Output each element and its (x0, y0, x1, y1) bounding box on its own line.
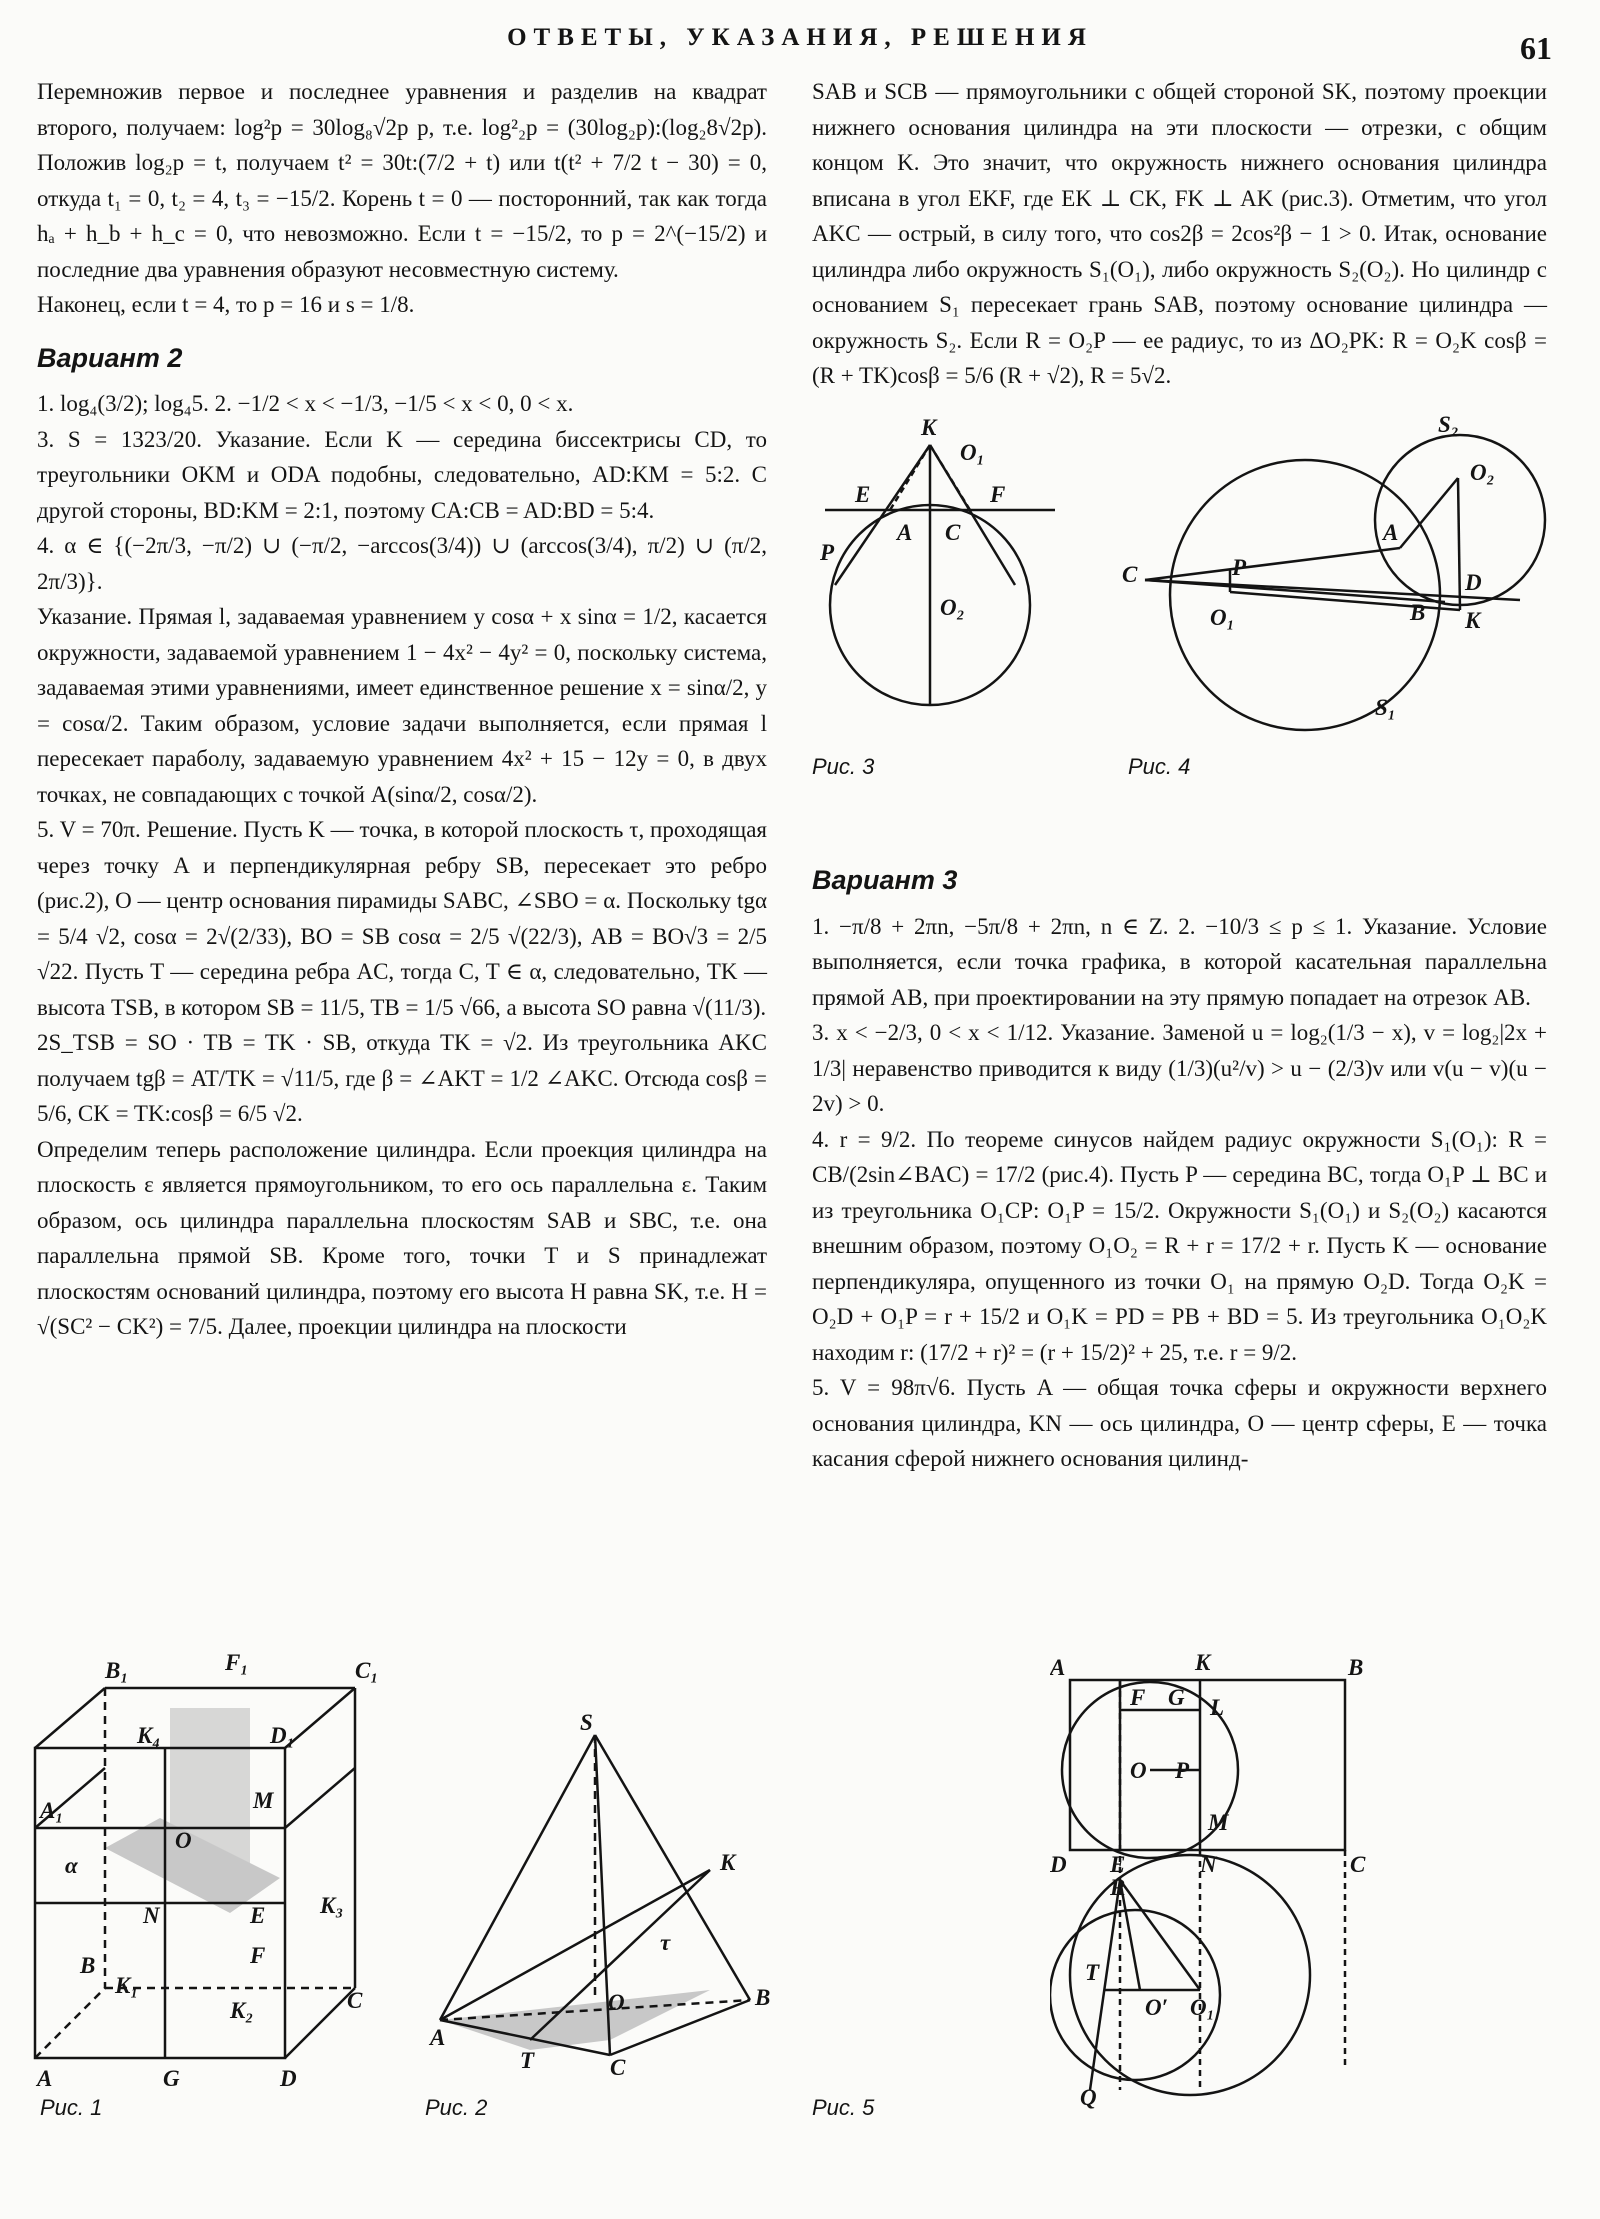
paragraph: SAB и SCB — прямоугольники с общей стороной SK, поэтому проекции нижнего основания цилиндра на эти плоскости — отрезки, с общим концом K. Это значит, что окружность нижнего основания цилиндра вписана в угол EKF, где EK ⊥ CK, FK ⊥ AK (рис.3). Отметим, что угол AKC — острый, в силу того, что cos2β = 2cos²β − 1 > 0. Итак, основание цилиндра либо окружность S₁(O₁), либо окружность S₂(O₂). Но цилиндр с основанием S₁ пересекает грань SAB, поэтому основание цилиндра — окружность S₂. Если R = O₂P — ее радиус, то из ΔO₂PK: R = O₂K cosβ = (R + TK)cosβ = 5/6 (R + √2), R = 5√2. (812, 79, 1547, 388)
paragraph: Наконец, если t = 4, то p = 16 и s = 1/8. (37, 292, 415, 317)
label-R: R (1110, 1875, 1126, 1900)
figure-5 (1050, 1650, 1380, 2110)
label-O1: O₁ (1210, 605, 1235, 630)
label-E: E (1110, 1852, 1126, 1877)
label-P: P (820, 540, 835, 565)
right-column-top (812, 74, 1547, 394)
answer-item: Определим теперь расположение цилиндра. Если проекция цилиндра на плоскость ε является прямоугольником, то его ось параллельна ε. Таким образом, ось цилиндра параллельна плоскостям SAB и SBC, т.е. она параллельна прямой SB. Кроме того, точки T и S принадлежат плоскостям оснований цилиндра, поэтому его высота H равна SK, т.е. H = √(SC² − CK²) = 7/5. Далее, проекции цилиндра на плоскости (37, 1136, 767, 1339)
page-header: ОТВЕТЫ, УКАЗАНИЯ, РЕШЕНИЯ (507, 24, 1093, 51)
answer-item: 1. log₄(3/2); log₄5. 2. −1/2 < x < −1/3, −1/5 < x < 0, 0 < x. (37, 391, 574, 416)
label-P: P (1175, 1758, 1190, 1783)
label-O-prime: O′ (1145, 1995, 1169, 2020)
label-A: A (1050, 1655, 1066, 1680)
label-C: C (347, 1988, 363, 2013)
label-B: B (1410, 600, 1426, 625)
label-S2: S₂ (1438, 412, 1459, 437)
label-K: K (921, 415, 937, 440)
answer-item: 1. −π/8 + 2πn, −5π/8 + 2πn, n ∈ Z. 2. −10/3 ≤ p ≤ 1. Указание. Условие выполняется, если точка графика, в которой касательная параллельна прямой AB, при проектировании на эту прямую попадает на отрезок AB. (812, 913, 1547, 1010)
figure-4-caption: Рис. 4 (1128, 754, 1191, 779)
label-S1: S₁ (1375, 695, 1396, 720)
figure-2-caption: Рис. 2 (425, 2095, 488, 2120)
label-B: B (1348, 1655, 1364, 1680)
label-K1: K₁ (115, 1973, 139, 1998)
label-D1: D₁ (270, 1723, 295, 1748)
label-A: A (37, 2066, 53, 2088)
label-M: M (253, 1788, 274, 1813)
label-B1: B₁ (105, 1658, 129, 1683)
answer-item: 3. x < −2/3, 0 < x < 1/12. Указание. Заменой u = log₂(1/3 − x), v = log₂|2x + 1/3| неравенство приводится к виду (1/3)(u²/v) > u − (2/3)v или v(u − v)(u − 2v) > 0. (812, 1020, 1547, 1116)
label-B: B (755, 1985, 771, 2010)
answer-item: 5. V = 70π. Решение. Пусть K — точка, в которой плоскость τ, проходящая через точку A и перпендикулярная ребру SB, пересекает это ребро (рис.2), O — центр основания пирамиды SABC, ∠SBO = α. Поскольку tgα = 5/4 √2, cosα = 2√(2/33), BO = SB cosα = 2/5 √(22/3), AB = BO√3 = 2/5 √22. Пусть T — середина ребра AC, тогда C, T ∈ α, следовательно, TK — высота TSB, в котором SB = 11/5, TB = 1/5 √66, а высота SO равна √(11/3). (37, 817, 767, 1020)
label-O1: O₁ (1190, 1995, 1215, 2020)
label-O2: O₂ (1470, 460, 1495, 485)
label-A: A (430, 2025, 446, 2050)
figure-1-caption: Рис. 1 (40, 2095, 103, 2120)
label-L: L (1210, 1695, 1225, 1720)
label-C1: C₁ (355, 1658, 379, 1683)
label-tau: τ (660, 1930, 671, 1955)
label-E: E (855, 482, 871, 507)
label-K4: K₄ (137, 1723, 161, 1748)
figure-3 (815, 410, 1115, 750)
label-G: G (163, 2066, 180, 2088)
label-A: A (897, 520, 913, 545)
paragraph: Перемножив первое и последнее уравнения и разделив на квадрат второго, получаем: log²p = 30log₈√2p p, т.е. log²₂p = (30log₂p):(log₂8√2p). Положив log₂p = t, получаем t² = 30t:(7/2 + t) или t(t² + 7/2 t − 30) = 0, откуда t₁ = 0, t₂ = 4, t₃ = −15/2. Корень t = 0 — посторонний, так как тогда hₐ + h_b + h_c = 0, что невозможно. Если t = −15/2, то p = 2^(−15/2) и последние два уравнения образуют несовместную систему. (37, 79, 767, 282)
label-O1: O₁ (960, 440, 985, 465)
label-K: K (1195, 1650, 1211, 1675)
label-K: K (720, 1850, 736, 1875)
figure-4 (1120, 410, 1550, 750)
label-N: N (143, 1903, 160, 1928)
label-alpha: α (65, 1853, 78, 1878)
answer-item: 4. α ∈ {(−2π/3, −π/2) ∪ (−π/2, −arccos(3/4)) ∪ (arccos(3/4), π/2) ∪ (π/2, 2π/3)}. (37, 533, 767, 594)
label-N: N (1200, 1852, 1217, 1877)
label-M: M (1208, 1810, 1229, 1835)
label-C: C (1122, 562, 1138, 587)
figure-1 (25, 1648, 385, 2088)
figure-2 (420, 1710, 790, 2080)
label-T: T (520, 2048, 535, 2073)
variant-heading: Вариант 2 (37, 342, 183, 373)
label-G: G (1168, 1685, 1185, 1710)
label-D: D (280, 2066, 297, 2088)
answer-item: 2S_TSB = SO · TB = TK · SB, откуда TK = √2. Из треугольника AKC получаем tgβ = AT/TK = √11/5, где β = ∠AKT = 1/2 ∠AKC. Отсюда cosβ = 5/6, CK = TK:cosβ = 6/5 √2. (37, 1030, 767, 1126)
label-O: O (608, 1990, 625, 2015)
label-F1: F₁ (225, 1650, 249, 1675)
variant-heading: Вариант 3 (812, 865, 958, 895)
label-K2: K₂ (230, 1998, 254, 2023)
label-O: O (1130, 1758, 1147, 1783)
label-F: F (250, 1943, 266, 1968)
label-F: F (990, 482, 1006, 507)
label-C: C (610, 2055, 626, 2080)
left-column (37, 74, 767, 1345)
label-Q: Q (1080, 2085, 1097, 2110)
answer-item: 5. V = 98π√6. Пусть A — общая точка сферы и окружности верхнего основания цилиндра, KN — ось цилиндра, O — центр сферы, E — точка касания сферой нижнего основания цилинд- (812, 1375, 1547, 1471)
label-K3: K₃ (320, 1893, 344, 1918)
label-K: K (1465, 608, 1481, 633)
label-E: E (250, 1903, 266, 1928)
answer-item: Указание. Прямая l, задаваемая уравнением y cosα + x sinα = 1/2, касается окружности, задаваемой уравнением 1 − 4x² − 4y² = 0, поскольку система, задаваемая этими уравнениями, имеет единственное решение x = sinα/2, y = cosα/2. Таким образом, условие задачи выполняется, если прямая l пересекает параболу, задаваемую уравнением 4x² + 15 − 12y = 0, в двух точках, не совпадающих с точкой A(sinα/2, cosα/2). (37, 604, 767, 807)
label-C: C (1350, 1852, 1366, 1877)
answer-item: 4. r = 9/2. По теореме синусов найдем радиус окружности S₁(O₁): R = CB/(2sin∠BAC) = 17/2 (рис.4). Пусть P — середина BC, тогда O₁P ⊥ BC и из треугольника O₁CP: O₁P = 15/2. Окружности S₁(O₁) и S₂(O₂) касаются внешним образом, поэтому O₁O₂ = R + r = 17/2 + r. Пусть K — основание перпендикуляра, опущенного из точки O₁ на прямую O₂D. Тогда O₂K = O₂D + O₁P = r + 15/2 и O₁K = PD = PB + BD = 5. Из треугольника O₁O₂K находим r: (17/2 + r)² = (r + 15/2)² + 25, т.е. r = 9/2. (812, 1126, 1547, 1365)
figure-5-caption: Рис. 5 (812, 2095, 875, 2120)
label-S: S (580, 1710, 593, 1735)
label-O: O (175, 1828, 192, 1853)
label-A: A (1383, 520, 1399, 545)
label-T: T (1085, 1960, 1100, 1985)
label-D: D (1465, 570, 1482, 595)
figure-3-caption: Рис. 3 (812, 754, 875, 779)
label-F: F (1130, 1685, 1146, 1710)
label-B: B (80, 1953, 96, 1978)
page-number: 61 (1520, 30, 1552, 66)
label-P: P (1232, 555, 1247, 580)
right-column-variant3 (812, 845, 1547, 1477)
label-D: D (1050, 1852, 1067, 1877)
label-A1: A₁ (40, 1798, 64, 1823)
answer-item: 3. S = 1323/20. Указание. Если K — середина биссектрисы CD, то треугольники OKM и ODA подобны, следовательно, AD:KM = 5:2. С другой стороны, BD:KM = 2:1, поэтому CA:CB = AD:BD = 5:4. (37, 426, 767, 523)
label-C: C (945, 520, 961, 545)
label-O2: O₂ (940, 595, 965, 620)
